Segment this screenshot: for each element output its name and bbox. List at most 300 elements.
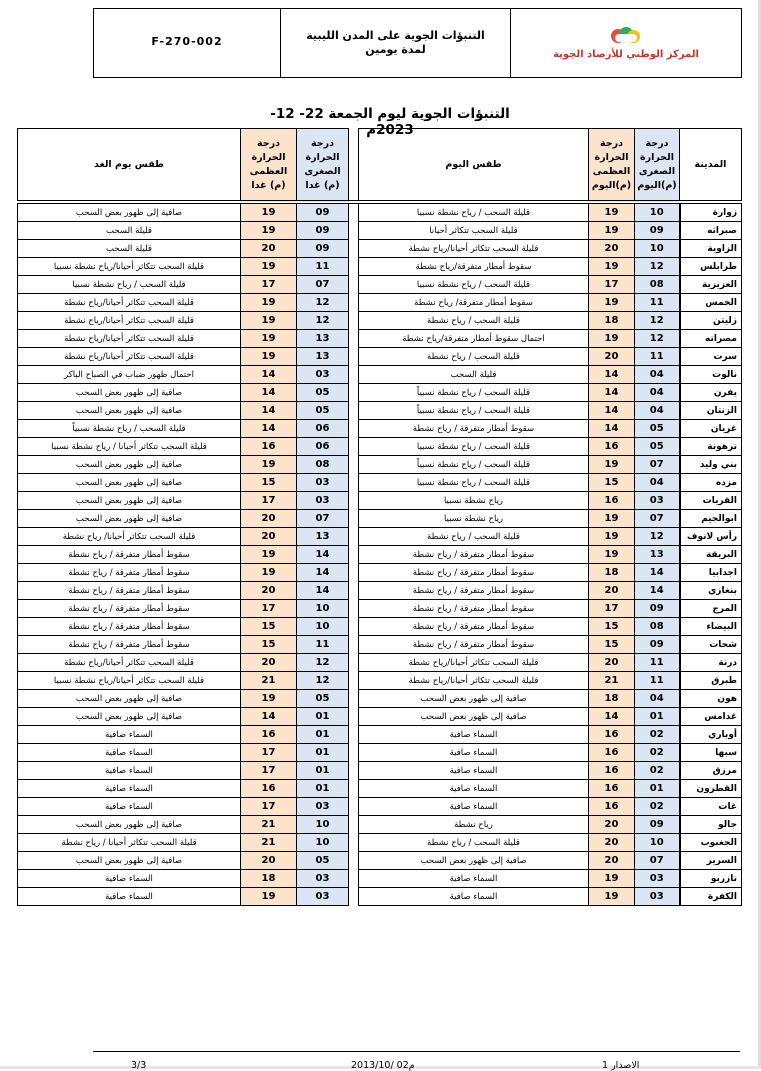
tomorrow-weather-cell: السماء صافية — [18, 780, 241, 798]
tomorrow-weather-cell: صافية إلى ظهور بعض السحب — [18, 816, 241, 834]
tomorrow-weather-cell: احتمال ظهور ضباب في الصباح الباكر — [18, 366, 241, 384]
city-cell: زوارة — [680, 202, 742, 222]
today-weather-cell: صافية إلى ظهور بعض السحب — [359, 708, 589, 726]
today-max-cell: 15 — [589, 474, 635, 492]
city-cell: هون — [680, 690, 742, 708]
tomorrow-min-cell: 06 — [297, 420, 349, 438]
city-cell: العزيزية — [680, 276, 742, 294]
table-row — [18, 762, 742, 780]
tomorrow-min-cell: 14 — [297, 564, 349, 582]
column-gap — [349, 834, 359, 852]
today-weather-cell: قليلة السحب تتكاثر أحيانا/رياح نشطة — [359, 654, 589, 672]
today-weather-cell: قليلة السحب / رياح نشطة نسبياً — [359, 384, 589, 402]
tomorrow-max-cell: 19 — [241, 888, 297, 906]
today-max-cell: 19 — [589, 510, 635, 528]
tomorrow-max-cell: 14 — [241, 402, 297, 420]
today-min-cell: 03 — [635, 870, 680, 888]
tomorrow-min-cell: 01 — [297, 780, 349, 798]
table-row — [18, 330, 742, 348]
city-cell: غريان — [680, 420, 742, 438]
document-title-box — [281, 9, 511, 77]
column-gap — [349, 330, 359, 348]
tomorrow-min-cell: 13 — [297, 528, 349, 546]
today-max-cell: 19 — [589, 888, 635, 906]
tomorrow-max-cell: 19 — [241, 348, 297, 366]
column-gap — [349, 258, 359, 276]
tomorrow-weather-cell: سقوط أمطار متفرقة / رياح نشطة — [18, 582, 241, 600]
column-gap — [349, 564, 359, 582]
tomorrow-weather-cell: قليلة السحب تتكاثر أحيانا/رياح نشطة — [18, 312, 241, 330]
tomorrow-min-cell: 01 — [297, 726, 349, 744]
table-row — [18, 564, 742, 582]
tomorrow-weather-cell: صافية إلى ظهور بعض السحب — [18, 492, 241, 510]
column-gap — [349, 202, 359, 222]
forecast-title: التنبؤات الجوية ليوم الجمعة 22- 12-2023م — [270, 106, 510, 138]
today-weather-cell: قليلة السحب / رياح نشطة — [359, 528, 589, 546]
tomorrow-max-cell: 19 — [241, 222, 297, 240]
tomorrow-min-cell: 09 — [297, 222, 349, 240]
column-gap — [349, 492, 359, 510]
city-cell: ترهونة — [680, 438, 742, 456]
today-weather-cell: السماء صافية — [359, 726, 589, 744]
city-cell: البيضاء — [680, 618, 742, 636]
today-min-cell: 14 — [635, 564, 680, 582]
today-max-cell: 15 — [589, 618, 635, 636]
tomorrow-weather-cell: قليلة السحب تتكاثر أحيانا/رياح نشطة — [18, 330, 241, 348]
tomorrow-min-cell: 13 — [297, 348, 349, 366]
tomorrow-max-cell: 16 — [241, 726, 297, 744]
today-weather-cell: السماء صافية — [359, 798, 589, 816]
today-min-cell: 04 — [635, 366, 680, 384]
tomorrow-min-cell: 10 — [297, 600, 349, 618]
column-gap — [349, 762, 359, 780]
tomorrow-weather-cell: قليلة السحب تتكاثر أحيانا/ رياح نشطة — [18, 528, 241, 546]
today-max-cell: 20 — [589, 654, 635, 672]
today-max-cell: 20 — [589, 816, 635, 834]
today-min-cell: 12 — [635, 258, 680, 276]
today-max-cell: 16 — [589, 780, 635, 798]
table-row — [18, 618, 742, 636]
table-row — [18, 726, 742, 744]
tomorrow-min-cell: 07 — [297, 276, 349, 294]
tomorrow-min-cell: 05 — [297, 402, 349, 420]
table-row — [18, 402, 742, 420]
tomorrow-max-cell: 17 — [241, 798, 297, 816]
tomorrow-max-cell: 19 — [241, 456, 297, 474]
tomorrow-max-cell: 21 — [241, 816, 297, 834]
table-row — [18, 870, 742, 888]
today-min-cell: 04 — [635, 384, 680, 402]
tomorrow-weather-cell: سقوط أمطار متفرقة / رياح نشطة — [18, 636, 241, 654]
tomorrow-max-cell: 17 — [241, 492, 297, 510]
today-weather-cell: سقوط أمطار متفرقة / رياح نشطة — [359, 636, 589, 654]
table-row — [18, 780, 742, 798]
today-weather-cell: السماء صافية — [359, 762, 589, 780]
header-tomorrow-min: درجة الحرارة الصغرى (م) غدا — [297, 129, 349, 203]
today-weather-cell: صافية إلى ظهور بعض السحب — [359, 852, 589, 870]
tomorrow-weather-cell: سقوط أمطار متفرقة / رياح نشطة — [18, 546, 241, 564]
city-cell: الخمس — [680, 294, 742, 312]
tomorrow-weather-cell: قليلة السحب / رياح نشطة نسبياً — [18, 420, 241, 438]
tomorrow-max-cell: 20 — [241, 582, 297, 600]
tomorrow-min-cell: 03 — [297, 870, 349, 888]
today-min-cell: 03 — [635, 888, 680, 906]
today-weather-cell: قليلة السحب / رياح نشطة — [359, 348, 589, 366]
tomorrow-weather-cell: السماء صافية — [18, 744, 241, 762]
today-min-cell: 07 — [635, 510, 680, 528]
header-today-max: درجة الحرارة العظمى (م)اليوم — [589, 129, 635, 203]
tomorrow-max-cell: 16 — [241, 438, 297, 456]
tomorrow-weather-cell: صافية إلى ظهور بعض السحب — [18, 510, 241, 528]
tomorrow-min-cell: 07 — [297, 510, 349, 528]
today-max-cell: 16 — [589, 726, 635, 744]
tomorrow-max-cell: 19 — [241, 546, 297, 564]
column-gap — [349, 618, 359, 636]
city-cell: أوباري — [680, 726, 742, 744]
table-row — [18, 816, 742, 834]
today-max-cell: 19 — [589, 294, 635, 312]
today-max-cell: 14 — [589, 384, 635, 402]
today-weather-cell: صافية إلى ظهور بعض السحب — [359, 690, 589, 708]
city-cell: اجدابيا — [680, 564, 742, 582]
table-row — [18, 222, 742, 240]
column-gap — [349, 348, 359, 366]
organization-name: المركز الوطني للأرصاد الجوية — [553, 48, 699, 60]
today-min-cell: 12 — [635, 330, 680, 348]
column-gap — [349, 654, 359, 672]
table-row — [18, 366, 742, 384]
today-weather-cell: السماء صافية — [359, 870, 589, 888]
tomorrow-min-cell: 08 — [297, 456, 349, 474]
today-max-cell: 19 — [589, 546, 635, 564]
tomorrow-max-cell: 19 — [241, 258, 297, 276]
today-min-cell: 11 — [635, 294, 680, 312]
city-cell: درنة — [680, 654, 742, 672]
tomorrow-max-cell: 20 — [241, 240, 297, 258]
today-weather-cell: سقوط أمطار متفرقة / رياح نشطة — [359, 420, 589, 438]
tomorrow-weather-cell: قليلة السحب تتكاثر أحيانا/رياح نشطة — [18, 348, 241, 366]
tomorrow-weather-cell: السماء صافية — [18, 870, 241, 888]
today-weather-cell: رياح نشطة نسبيا — [359, 492, 589, 510]
today-max-cell: 20 — [589, 240, 635, 258]
table-row — [18, 546, 742, 564]
tomorrow-weather-cell: صافية إلى ظهور بعض السحب — [18, 384, 241, 402]
tomorrow-max-cell: 21 — [241, 834, 297, 852]
tomorrow-weather-cell: قليلة السحب — [18, 222, 241, 240]
city-cell: تازربو — [680, 870, 742, 888]
tomorrow-min-cell: 14 — [297, 546, 349, 564]
tomorrow-max-cell: 18 — [241, 870, 297, 888]
tomorrow-min-cell: 11 — [297, 258, 349, 276]
today-weather-cell: سقوط أمطار متفرقة / رياح نشطة — [359, 546, 589, 564]
column-gap — [349, 582, 359, 600]
footer-date: 2013/10/ 02م — [351, 1060, 415, 1071]
tomorrow-max-cell: 16 — [241, 780, 297, 798]
column-gap — [349, 402, 359, 420]
today-min-cell: 02 — [635, 744, 680, 762]
today-max-cell: 19 — [589, 202, 635, 222]
column-gap — [349, 312, 359, 330]
column-gap — [349, 474, 359, 492]
today-max-cell: 19 — [589, 456, 635, 474]
today-min-cell: 02 — [635, 726, 680, 744]
column-gap — [349, 294, 359, 312]
tomorrow-min-cell: 12 — [297, 312, 349, 330]
today-weather-cell: السماء صافية — [359, 888, 589, 906]
column-gap — [349, 276, 359, 294]
today-weather-cell: احتمال سقوط أمطار متفرقة/رياح نشطة — [359, 330, 589, 348]
today-max-cell: 17 — [589, 600, 635, 618]
column-gap — [349, 888, 359, 906]
today-min-cell: 10 — [635, 202, 680, 222]
today-min-cell: 13 — [635, 546, 680, 564]
today-max-cell: 14 — [589, 402, 635, 420]
tomorrow-min-cell: 05 — [297, 384, 349, 402]
table-row — [18, 420, 742, 438]
tomorrow-max-cell: 19 — [241, 312, 297, 330]
tomorrow-max-cell: 14 — [241, 708, 297, 726]
tomorrow-weather-cell: قليلة السحب تتكاثر أحيانا / رياح نشطة نسبيا — [18, 438, 241, 456]
column-gap — [349, 366, 359, 384]
tomorrow-max-cell: 19 — [241, 294, 297, 312]
page-footer — [93, 1051, 740, 1070]
city-cell: سبها — [680, 744, 742, 762]
tomorrow-weather-cell: صافية إلى ظهور بعض السحب — [18, 402, 241, 420]
city-cell: الجغبوب — [680, 834, 742, 852]
tomorrow-weather-cell: قليلة السحب تتكاثر أحيانا / رياح نشطة — [18, 834, 241, 852]
header-tomorrow-weather: طقس يوم الغد — [18, 129, 241, 203]
tomorrow-max-cell: 17 — [241, 276, 297, 294]
today-min-cell: 01 — [635, 780, 680, 798]
tomorrow-weather-cell: قليلة السحب تتكاثر أحيانا/رياح نشطة — [18, 294, 241, 312]
column-gap — [349, 870, 359, 888]
city-cell: شحات — [680, 636, 742, 654]
city-cell: السرير — [680, 852, 742, 870]
table-row — [18, 348, 742, 366]
today-max-cell: 16 — [589, 744, 635, 762]
tomorrow-min-cell: 03 — [297, 492, 349, 510]
today-max-cell: 20 — [589, 852, 635, 870]
city-cell: طرابلس — [680, 258, 742, 276]
organization-box — [511, 9, 741, 77]
table-row — [18, 672, 742, 690]
table-row — [18, 888, 742, 906]
column-gap — [349, 546, 359, 564]
today-weather-cell: سقوط أمطار متفرقة / رياح نشطة — [359, 618, 589, 636]
tomorrow-max-cell: 14 — [241, 420, 297, 438]
tomorrow-min-cell: 11 — [297, 636, 349, 654]
today-max-cell: 19 — [589, 222, 635, 240]
city-cell: القريات — [680, 492, 742, 510]
today-min-cell: 05 — [635, 420, 680, 438]
table-row — [18, 798, 742, 816]
today-min-cell: 11 — [635, 348, 680, 366]
column-gap — [349, 798, 359, 816]
column-gap — [349, 852, 359, 870]
tomorrow-weather-cell: صافية إلى ظهور بعض السحب — [18, 474, 241, 492]
today-weather-cell: سقوط أمطار متفرقة / رياح نشطة — [359, 582, 589, 600]
city-cell: القطرون — [680, 780, 742, 798]
table-row — [18, 474, 742, 492]
table-row — [18, 582, 742, 600]
column-gap — [349, 636, 359, 654]
city-cell: مصراته — [680, 330, 742, 348]
tomorrow-max-cell: 15 — [241, 474, 297, 492]
today-min-cell: 04 — [635, 402, 680, 420]
today-min-cell: 09 — [635, 222, 680, 240]
column-gap — [349, 510, 359, 528]
table-row — [18, 744, 742, 762]
table-row — [18, 852, 742, 870]
table-row — [18, 276, 742, 294]
today-weather-cell: قليلة السحب تتكاثر أحيانا — [359, 222, 589, 240]
today-max-cell: 18 — [589, 312, 635, 330]
tomorrow-min-cell: 09 — [297, 240, 349, 258]
tomorrow-weather-cell: قليلة السحب — [18, 240, 241, 258]
today-min-cell: 03 — [635, 492, 680, 510]
city-cell: جالو — [680, 816, 742, 834]
tomorrow-min-cell: 06 — [297, 438, 349, 456]
today-weather-cell: سقوط أمطار متفرقة / رياح نشطة — [359, 564, 589, 582]
today-weather-cell: سقوط أمطار متفرقة / رياح نشطة — [359, 600, 589, 618]
tomorrow-min-cell: 05 — [297, 852, 349, 870]
today-max-cell: 21 — [589, 672, 635, 690]
today-max-cell: 19 — [589, 528, 635, 546]
today-min-cell: 09 — [635, 636, 680, 654]
tomorrow-max-cell: 15 — [241, 636, 297, 654]
tomorrow-min-cell: 09 — [297, 202, 349, 222]
tomorrow-min-cell: 01 — [297, 744, 349, 762]
tomorrow-min-cell: 01 — [297, 708, 349, 726]
column-gap — [349, 744, 359, 762]
header-city: المدينة — [680, 129, 742, 203]
today-max-cell: 16 — [589, 798, 635, 816]
today-min-cell: 12 — [635, 312, 680, 330]
city-cell: البريقة — [680, 546, 742, 564]
column-gap — [349, 726, 359, 744]
city-cell: الزاوية — [680, 240, 742, 258]
city-cell: نالوت — [680, 366, 742, 384]
header-tomorrow-max: درجة الحرارة العظمى (م) غدا — [241, 129, 297, 203]
table-header-row — [18, 129, 742, 203]
city-cell: صبراته — [680, 222, 742, 240]
today-weather-cell: قليلة السحب / رياح نشطة نسبيا — [359, 202, 589, 222]
footer-issue: الاصدار 1 — [602, 1060, 640, 1071]
today-max-cell: 17 — [589, 276, 635, 294]
table-row — [18, 202, 742, 222]
today-min-cell: 11 — [635, 654, 680, 672]
tomorrow-weather-cell: السماء صافية — [18, 888, 241, 906]
today-max-cell: 14 — [589, 420, 635, 438]
tomorrow-weather-cell: السماء صافية — [18, 762, 241, 780]
tomorrow-weather-cell: سقوط أمطار متفرقة / رياح نشطة — [18, 600, 241, 618]
table-row — [18, 438, 742, 456]
today-min-cell: 04 — [635, 690, 680, 708]
today-min-cell: 05 — [635, 438, 680, 456]
column-gap — [349, 672, 359, 690]
column-gap — [349, 420, 359, 438]
city-cell: رأس لانوف — [680, 528, 742, 546]
tomorrow-min-cell: 13 — [297, 330, 349, 348]
today-min-cell: 08 — [635, 276, 680, 294]
document-title-line1: التنبؤات الجوية على المدن الليبية — [306, 29, 485, 42]
tomorrow-min-cell: 12 — [297, 672, 349, 690]
tomorrow-min-cell: 12 — [297, 294, 349, 312]
tomorrow-max-cell: 20 — [241, 528, 297, 546]
table-row — [18, 258, 742, 276]
column-gap — [349, 129, 359, 203]
today-max-cell: 15 — [589, 636, 635, 654]
tomorrow-weather-cell: صافية إلى ظهور بعض السحب — [18, 852, 241, 870]
today-max-cell: 16 — [589, 762, 635, 780]
today-min-cell: 12 — [635, 528, 680, 546]
today-weather-cell: قليلة السحب — [359, 366, 589, 384]
today-max-cell: 16 — [589, 438, 635, 456]
column-gap — [349, 816, 359, 834]
tomorrow-max-cell: 17 — [241, 744, 297, 762]
city-cell: مرزق — [680, 762, 742, 780]
city-cell: الزنتان — [680, 402, 742, 420]
tomorrow-min-cell: 10 — [297, 618, 349, 636]
today-weather-cell: قليلة السحب / رياح نشطة — [359, 312, 589, 330]
city-cell: الكفرة — [680, 888, 742, 906]
tomorrow-min-cell: 10 — [297, 834, 349, 852]
today-min-cell: 09 — [635, 816, 680, 834]
column-gap — [349, 690, 359, 708]
tomorrow-min-cell: 03 — [297, 366, 349, 384]
tomorrow-weather-cell: السماء صافية — [18, 798, 241, 816]
today-min-cell: 02 — [635, 762, 680, 780]
tomorrow-min-cell: 03 — [297, 474, 349, 492]
today-max-cell: 14 — [589, 708, 635, 726]
today-weather-cell: قليلة السحب / رياح نشطة نسبيا — [359, 474, 589, 492]
today-max-cell: 16 — [589, 492, 635, 510]
column-gap — [349, 240, 359, 258]
today-weather-cell: سقوط أمطار متفرقة/رياح نشطة — [359, 258, 589, 276]
today-min-cell: 10 — [635, 834, 680, 852]
tomorrow-max-cell: 20 — [241, 852, 297, 870]
column-gap — [349, 528, 359, 546]
column-gap — [349, 222, 359, 240]
table-row — [18, 528, 742, 546]
table-row — [18, 708, 742, 726]
today-max-cell: 19 — [589, 330, 635, 348]
tomorrow-max-cell: 19 — [241, 690, 297, 708]
today-max-cell: 18 — [589, 690, 635, 708]
city-cell: طبرق — [680, 672, 742, 690]
tomorrow-weather-cell: قليلة السحب تتكاثر أحيانا/رياح نشطة نسبيا — [18, 672, 241, 690]
tomorrow-max-cell: 19 — [241, 330, 297, 348]
tomorrow-weather-cell: سقوط أمطار متفرقة / رياح نشطة — [18, 618, 241, 636]
today-min-cell: 11 — [635, 672, 680, 690]
city-cell: يفرن — [680, 384, 742, 402]
today-weather-cell: قليلة السحب / رياح نشطة — [359, 834, 589, 852]
tomorrow-min-cell: 03 — [297, 888, 349, 906]
city-cell: بنغازي — [680, 582, 742, 600]
tomorrow-weather-cell: قليلة السحب تتكاثر أحيانا/رياح نشطة — [18, 654, 241, 672]
table-row — [18, 600, 742, 618]
table-row — [18, 654, 742, 672]
today-min-cell: 08 — [635, 618, 680, 636]
table-row — [18, 510, 742, 528]
table-row — [18, 834, 742, 852]
header-today-min: درجة الحرارة الصغرى (م)اليوم — [635, 129, 680, 203]
today-weather-cell: رياح نشطة نسبيا — [359, 510, 589, 528]
footer-page-number: 3/3 — [131, 1060, 147, 1071]
column-gap — [349, 384, 359, 402]
today-max-cell: 14 — [589, 366, 635, 384]
today-max-cell: 20 — [589, 348, 635, 366]
